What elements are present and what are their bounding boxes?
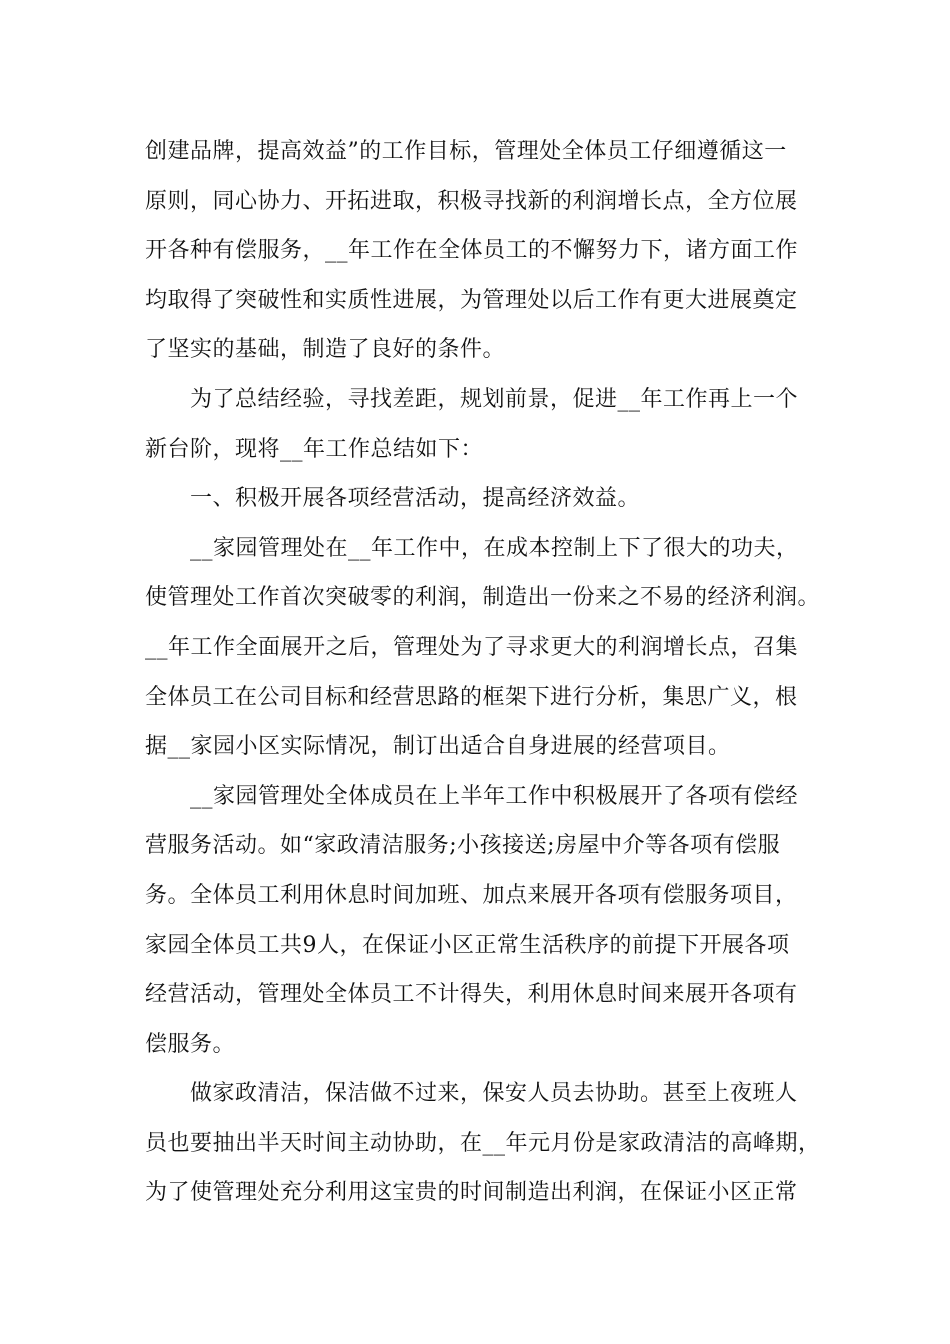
text-line: 员也要抽出半天时间主动协助，在__年元月份是家政清洁的高峰期， bbox=[145, 1130, 821, 1156]
text-line: 使管理处工作首次突破零的利润，制造出一份来之不易的经济利润。 bbox=[145, 585, 821, 611]
text-line: 据__家园小区实际情况，制订出适合自身进展的经营项目。 bbox=[145, 734, 731, 760]
text-line: 家园全体员工共9人，在保证小区正常生活秩序的前提下开展各项 bbox=[145, 932, 790, 958]
text-line: 为了总结经验，寻找差距，规划前景，促进__年工作再上一个 bbox=[190, 386, 799, 412]
text-line: 均取得了突破性和实质性进展，为管理处以后工作有更大进展奠定 bbox=[145, 287, 798, 313]
text-line: 一、积极开展各项经营活动，提高经济效益。 bbox=[190, 486, 641, 512]
text-line: 做家政清洁，保洁做不过来，保安人员去协助。甚至上夜班人 bbox=[190, 1081, 798, 1107]
text-line: __家园管理处全体成员在上半年工作中积极展开了各项有偿经 bbox=[190, 783, 799, 809]
text-line: 了坚实的基础，制造了良好的条件。 bbox=[145, 337, 506, 363]
text-line: 开各种有偿服务，__年工作在全体员工的不懈努力下，诸方面工作 bbox=[145, 238, 799, 264]
text-line: 创建品牌，提高效益”的工作目标，管理处全体员工仔细遵循这一 bbox=[145, 139, 787, 164]
text-line: 新台阶，现将__年工作总结如下： bbox=[145, 436, 484, 462]
text-line: __年工作全面展开之后，管理处为了寻求更大的利润增长点，召集 bbox=[145, 634, 799, 660]
body-text bbox=[145, 127, 821, 1218]
text-line: 原则，同心协力、开拓进取，积极寻找新的利润增长点，全方位展 bbox=[145, 188, 798, 214]
text-line: 偿服务。 bbox=[145, 1031, 236, 1057]
text-line: 经营活动，管理处全体员工不计得失，利用休息时间来展开各项有 bbox=[145, 982, 798, 1008]
text-line: 为了使管理处充分利用这宝贵的时间制造出利润，在保证小区正常 bbox=[145, 1180, 798, 1206]
text-line: 营服务活动。如“家政清洁服务;小孩接送;房屋中介等各项有偿服 bbox=[145, 833, 781, 859]
text-line: 全体员工在公司目标和经营思路的框架下进行分析，集思广义，根 bbox=[145, 684, 798, 710]
text-line: __家园管理处在__年工作中，在成本控制上下了很大的功夫， bbox=[190, 535, 799, 561]
text-line: 务。全体员工利用休息时间加班、加点来展开各项有偿服务项目， bbox=[145, 882, 798, 908]
